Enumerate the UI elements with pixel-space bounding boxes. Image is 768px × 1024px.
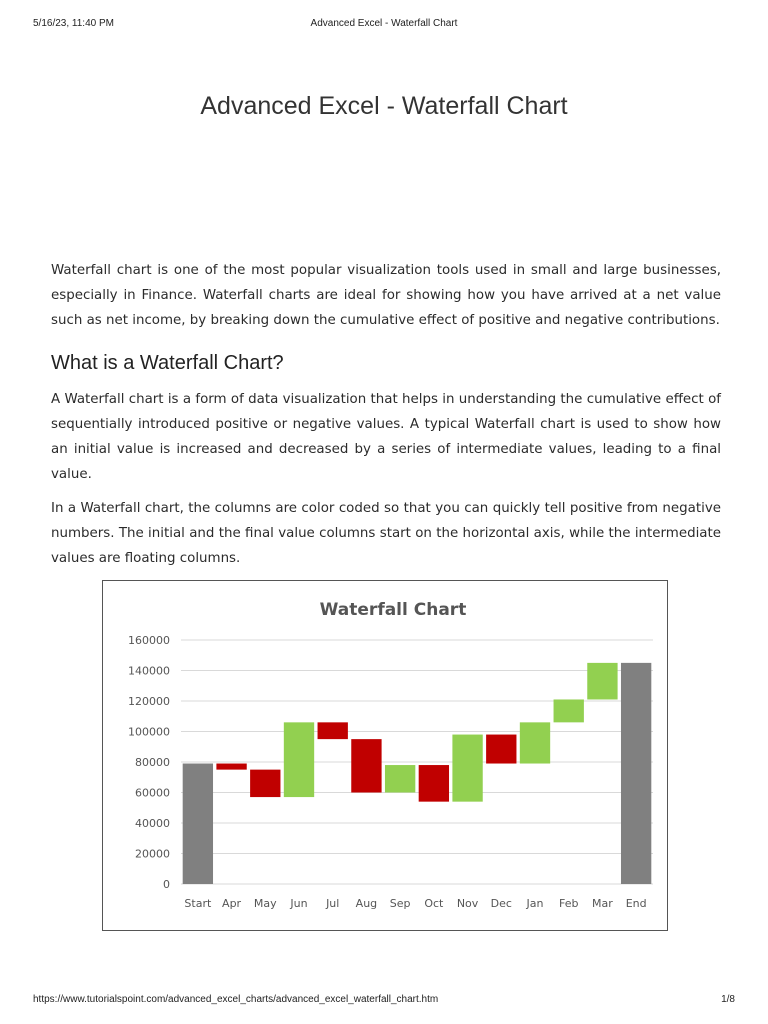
waterfall-bar-feb [554,699,584,722]
x-tick-label: Jan [526,897,544,910]
y-tick-label: 80000 [135,756,170,769]
chart-title: Waterfall Chart [319,600,467,620]
waterfall-bar-aug [351,739,381,792]
intro-paragraph: Waterfall chart is one of the most popular visualization tools used in small and large businesses, especially in Finance. Waterfall charts are ideal for showing how you have arrived at a net value such as net income, by breaking down the cumulative effect of positive and negative contributions. [51,263,721,328]
definition-paragraph: A Waterfall chart is a form of data visualization that helps in understanding the cumulative effect of sequentially introduced positive or negative values. A typical Waterfall chart is used to show how an initial value is increased and decreased by a series of intermediate values, leading to a final value. [51,392,721,482]
y-tick-label: 140000 [128,664,170,678]
x-tick-label: May [253,897,277,910]
y-tick-label: 40000 [135,817,170,830]
waterfall-bar-start [183,764,213,884]
x-tick-label: Apr [222,897,242,910]
waterfall-bar-oct [419,765,449,802]
x-tick-label: Aug [355,897,378,910]
article-title: Advanced Excel - Waterfall Chart [200,92,568,120]
x-tick-label: Nov [456,897,479,910]
y-tick-label: 20000 [135,847,170,861]
print-datetime: 5/16/23, 11:40 PM [33,18,114,29]
waterfall-bar-apr [216,764,246,770]
waterfall-bar-jul [318,722,348,739]
y-tick-label: 160000 [128,634,170,647]
color-coding-paragraph: In a Waterfall chart, the columns are color coded so that you can quickly tell positive from negative numbers. The initial and the final value columns start on the horizontal axis, while the intermediate values are floating columns. [51,501,721,566]
x-tick-label: Dec [490,897,512,910]
waterfall-bar-jan [520,722,550,763]
print-page-title: Advanced Excel - Waterfall Chart [310,18,458,29]
waterfall-bar-sep [385,765,415,792]
x-tick-label: Mar [592,897,613,910]
y-tick-label: 120000 [128,695,170,708]
waterfall-bar-dec [486,735,516,764]
print-url: https://www.tutorialspoint.com/advanced_excel_charts/advanced_excel_waterfall_chart.htm [33,994,439,1005]
waterfall-chart-figure [102,580,668,931]
waterfall-bar-may [250,770,280,797]
x-tick-label: Jul [326,897,340,910]
x-tick-label: End [625,897,647,910]
x-tick-label: Oct [424,897,444,910]
waterfall-bar-end [621,663,651,884]
waterfall-bar-nov [452,735,482,802]
waterfall-bar-jun [284,722,314,797]
x-tick-label: Jun [290,897,308,910]
section-heading: What is a Waterfall Chart? [51,352,284,374]
y-tick-label: 0 [163,878,170,891]
waterfall-bar-mar [587,663,617,700]
y-tick-label: 100000 [128,725,170,739]
print-page-number: 1/8 [721,994,735,1005]
x-tick-label: Sep [389,897,411,910]
x-tick-label: Feb [558,897,579,910]
y-tick-label: 60000 [135,786,170,800]
waterfall-chart-svg [103,581,669,932]
x-tick-label: Start [184,897,212,910]
